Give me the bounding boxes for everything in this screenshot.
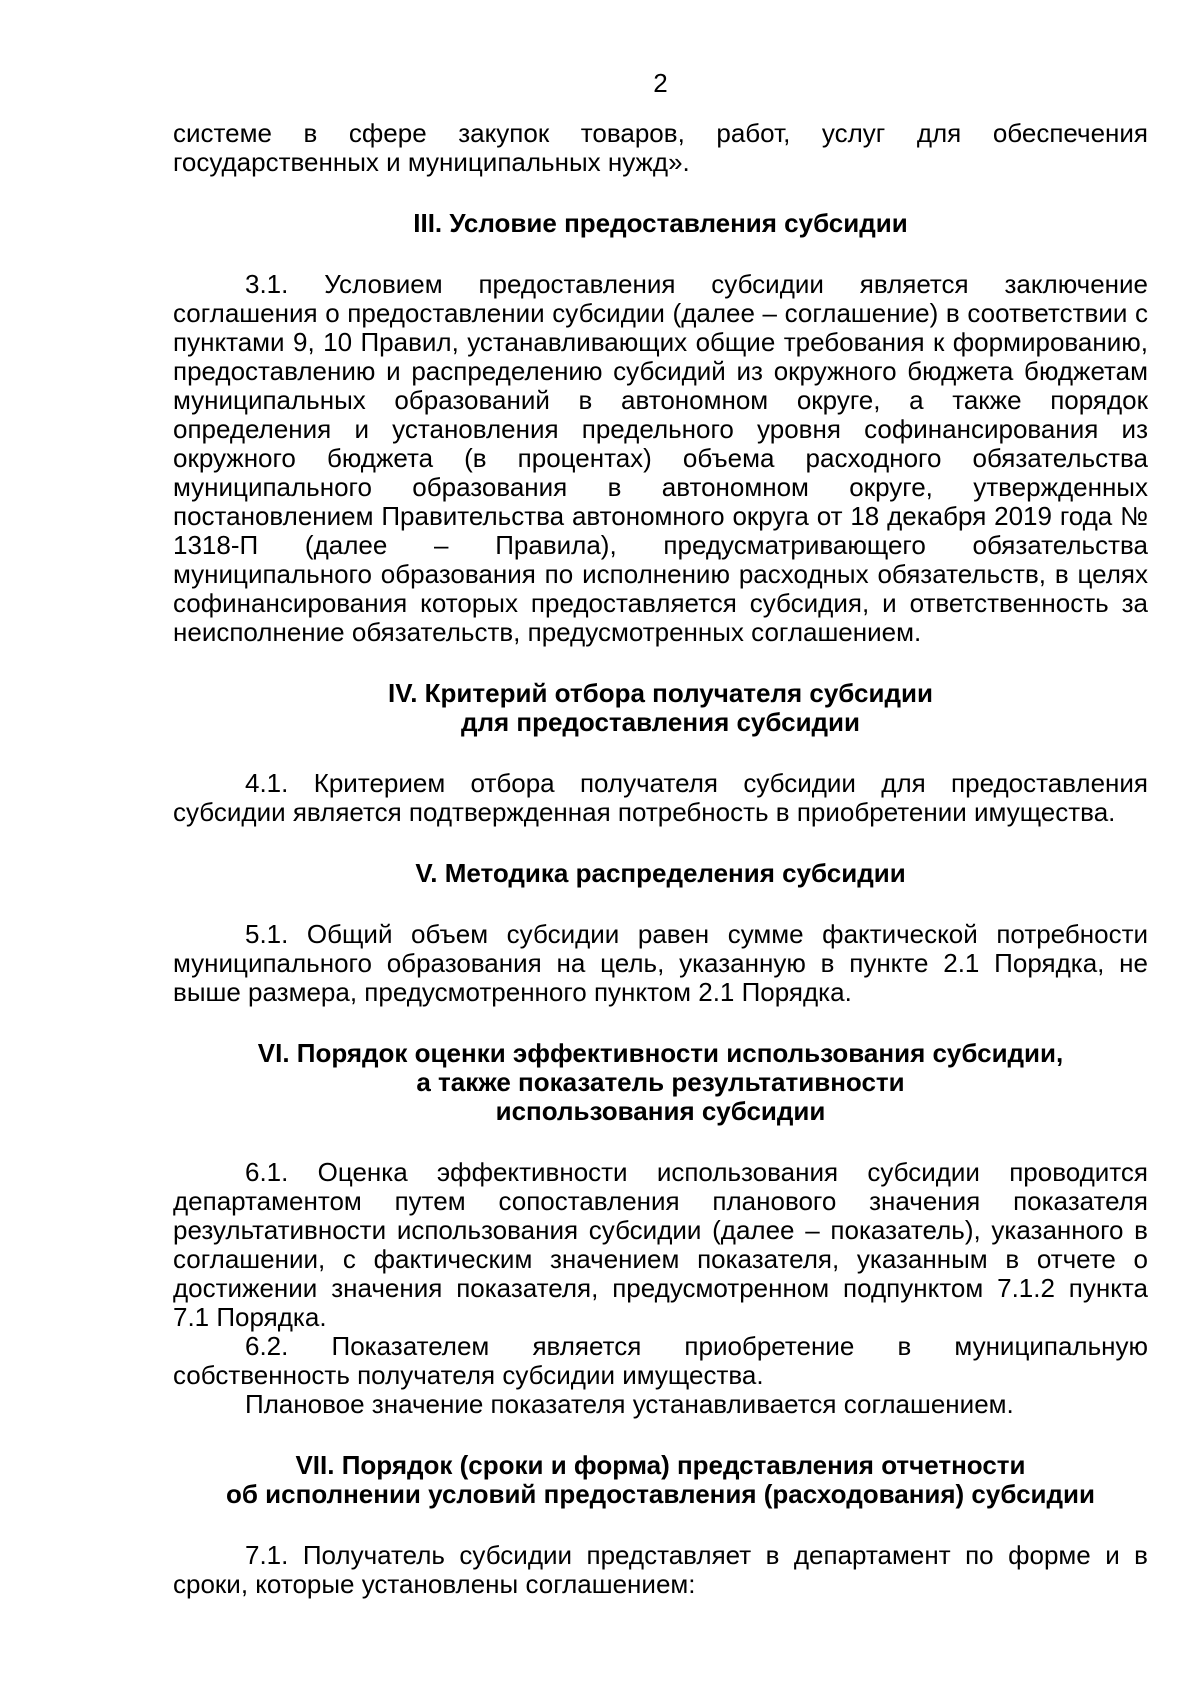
- paragraph-6-1: 6.1. Оценка эффективности использования субсидии проводится департаментом путем сопоставления планового значения показателя результативности использования субсидии (далее – показатель), указанного в соглашении, с фактическим значением показателя, указанным в отчете о достижении значения показателя, предусмотренном подпунктом 7.1.2 пункта 7.1 Порядка.: [173, 1157, 1148, 1332]
- page-number: 2: [653, 68, 668, 98]
- paragraph-4-1: 4.1. Критерием отбора получателя субсидии для предоставления субсидии является подтвержденная потребность в приобретении имущества.: [173, 768, 1148, 827]
- continuation-paragraph: системе в сфере закупок товаров, работ, услуг для обеспечения государственных и муниципальных нужд».: [173, 118, 1148, 177]
- section-heading-7-line-2: об исполнении условий предоставления (расходования) субсидии: [226, 1479, 1095, 1509]
- section-heading-4: [173, 679, 1148, 737]
- section-heading-5: [173, 859, 1148, 888]
- document-body: [173, 119, 1148, 1599]
- paragraph-3-1: 3.1. Условием предоставления субсидии является заключение соглашения о предоставлении субсидии (далее – соглашение) в соответствии с пунктами 9, 10 Правил, устанавливающих общие требования к формированию, предоставлению и распределению субсидий из окружного бюджета бюджетам муниципальных образований в автономном округе, а также порядок определения и установления предельного уровня софинансирования из окружного бюджета (в процентах) объема расходного обязательства муниципального образования в автономном округе, утвержденных постановлением Правительства автономного округа от 18 декабря 2019 года № 1318-П (далее – Правила), предусматривающего обязательства муниципального образования по исполнению расходных обязательств, в целях софинансирования которых предоставляется субсидия, и ответственность за неисполнение обязательств, предусмотренных соглашением.: [173, 269, 1148, 647]
- section-heading-6-line-3: использования субсидии: [495, 1096, 826, 1126]
- paragraph-7-1: 7.1. Получатель субсидии представляет в департамент по форме и в сроки, которые установлены соглашением:: [173, 1540, 1148, 1599]
- section-heading-4-line-2: для предоставления субсидии: [460, 707, 861, 737]
- section-heading-7: [173, 1451, 1148, 1509]
- section-heading-5-line-1: V. Методика распределения субсидии: [415, 858, 906, 888]
- section-heading-3-line-1: III. Условие предоставления субсидии: [413, 208, 908, 238]
- paragraph-6-planned-value: Плановое значение показателя устанавливается соглашением.: [245, 1389, 1014, 1419]
- paragraph-5-1: 5.1. Общий объем субсидии равен сумме фактической потребности муниципального образования на цель, указанную в пункте 2.1 Порядка, не выше размера, предусмотренного пунктом 2.1 Порядка.: [173, 919, 1148, 1007]
- paragraph-6-2: 6.2. Показателем является приобретение в муниципальную собственность получателя субсидии имущества.: [173, 1331, 1148, 1390]
- section-heading-7-line-1: VII. Порядок (сроки и форма) представления отчетности: [295, 1450, 1026, 1480]
- section-heading-6: [173, 1039, 1148, 1126]
- section-heading-4-line-1: IV. Критерий отбора получателя субсидии: [388, 678, 933, 708]
- section-heading-6-line-1: VI. Порядок оценки эффективности использования субсидии,: [257, 1038, 1064, 1068]
- section-heading-3: [173, 209, 1148, 238]
- section-heading-6-line-2: а также показатель результативности: [416, 1067, 905, 1097]
